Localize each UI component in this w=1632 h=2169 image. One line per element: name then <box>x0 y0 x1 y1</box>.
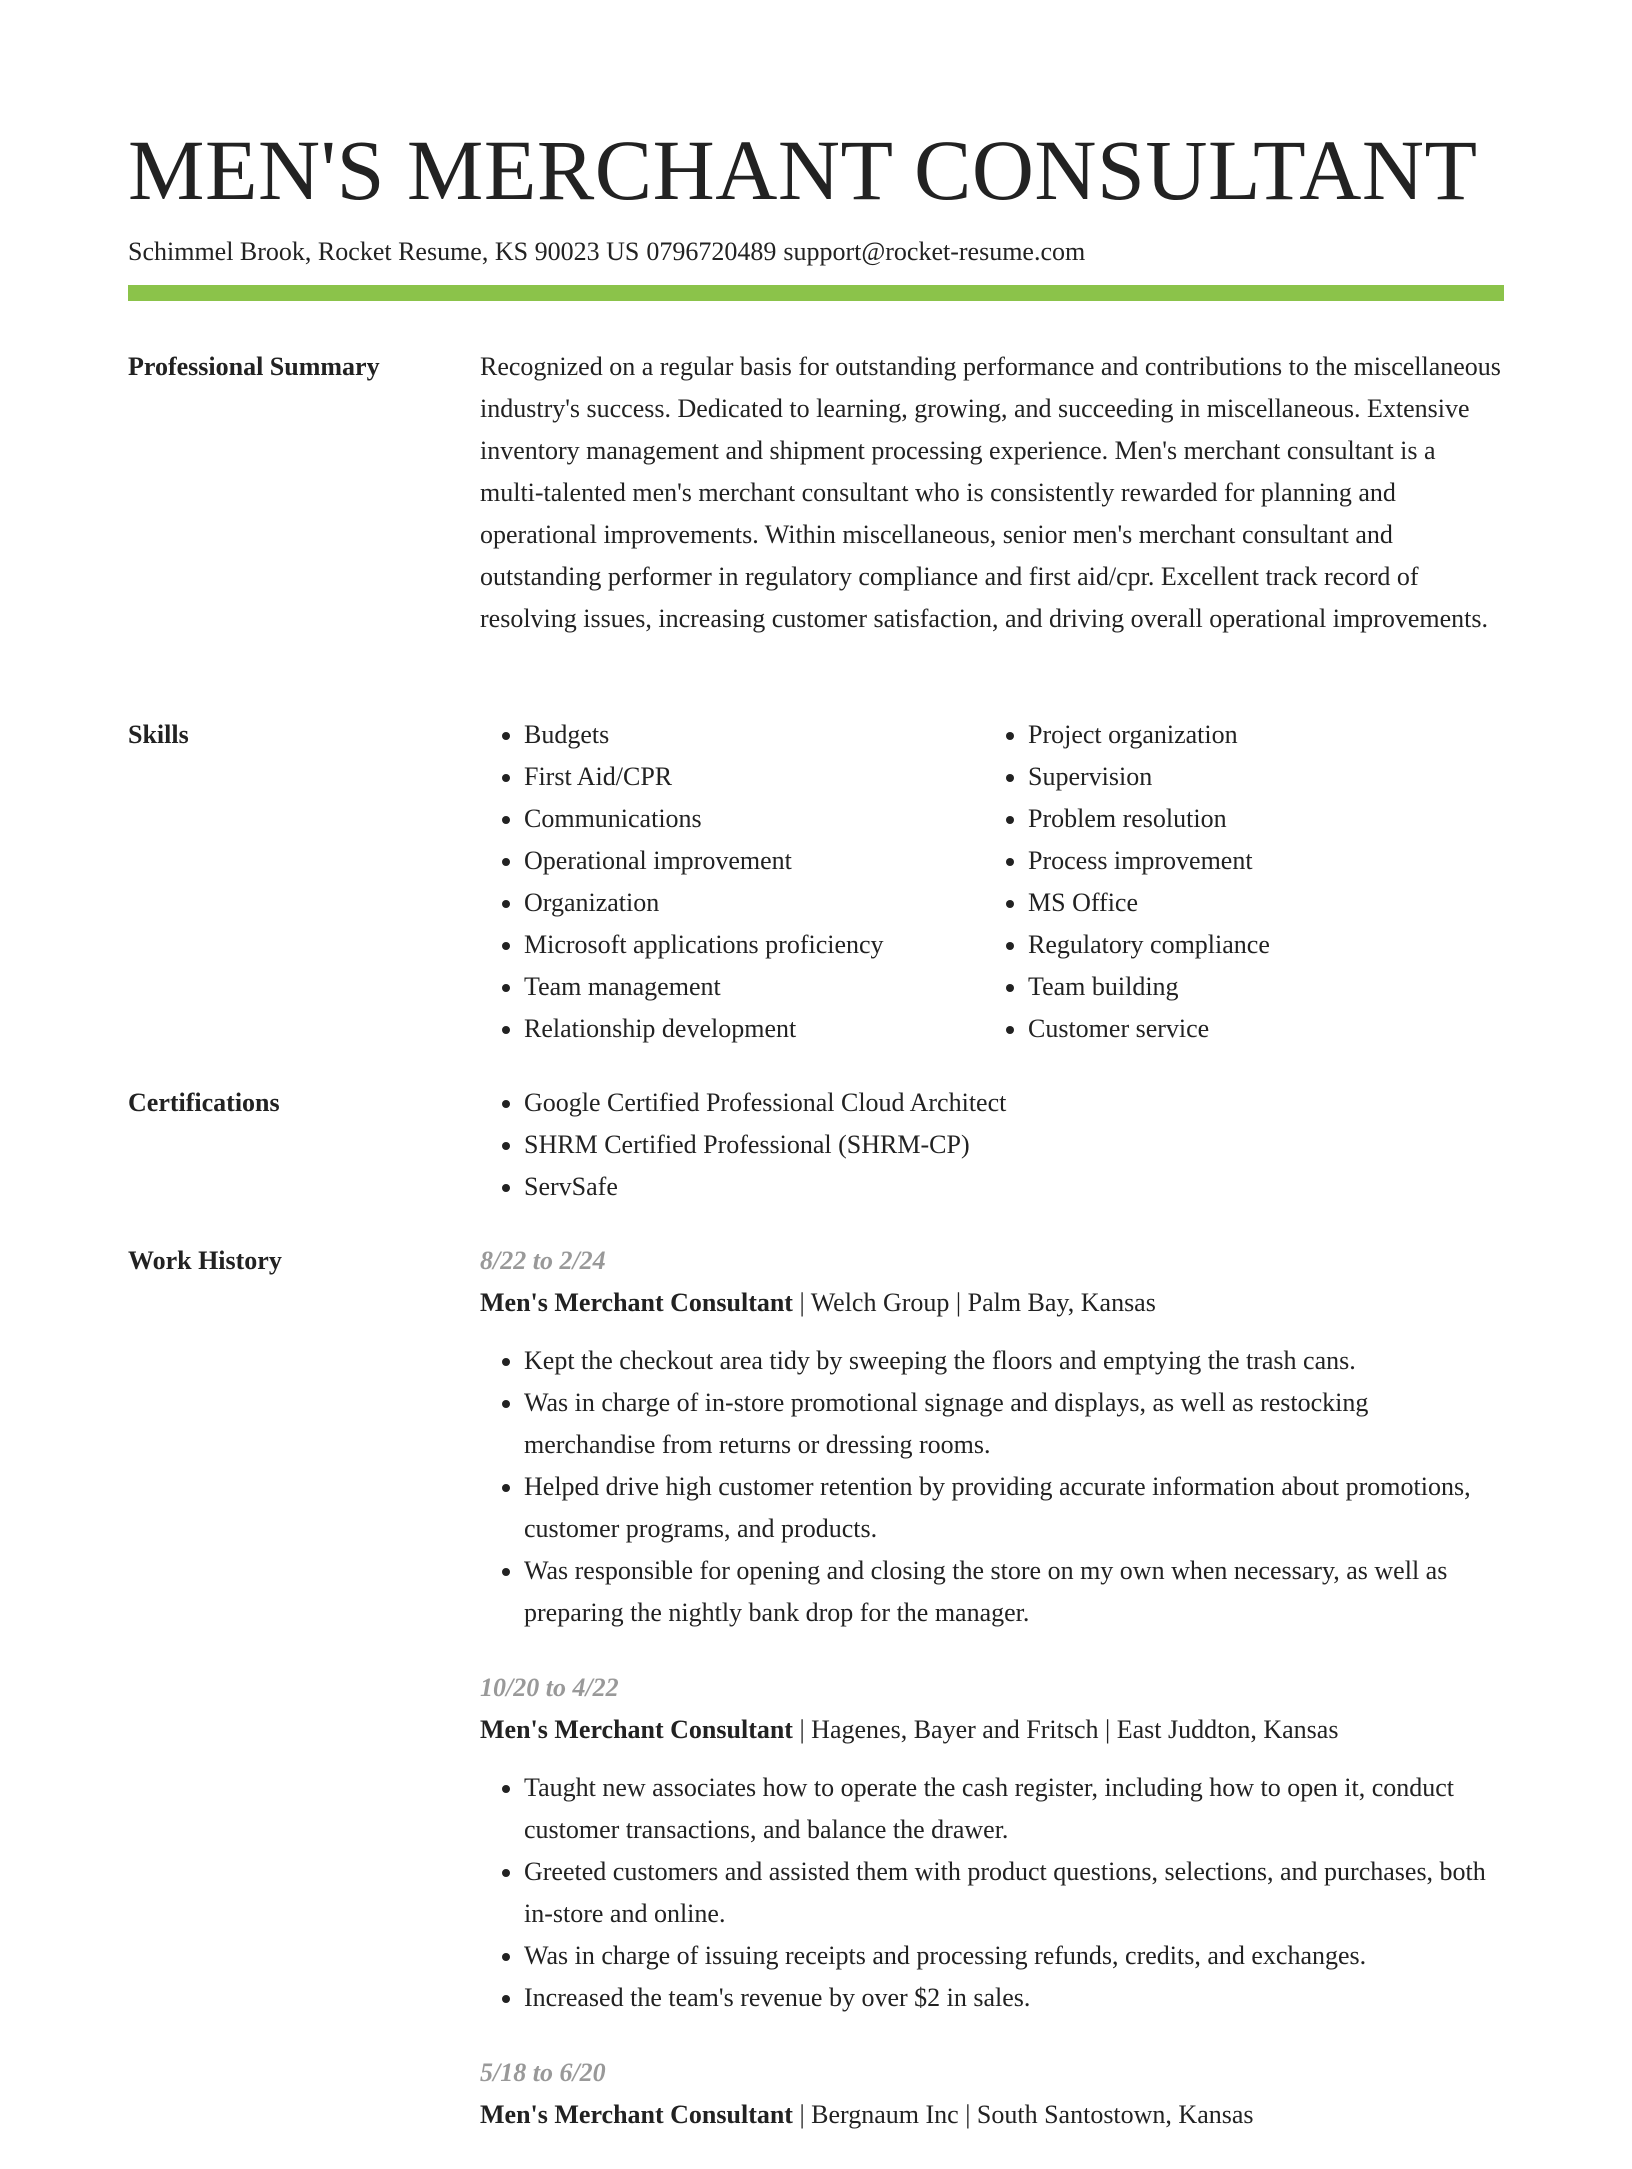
summary-text: Recognized on a regular basis for outstanding performance and contributions to the miscellaneous industry's success. Dedicated to learning, growing, and succeeding in miscellaneous. Extensive inventory management and shipment processing experience. Men's merchant consultant is a multi-talented men's merchant consultant who is consistently rewarded for planning and operational improvements. Within miscellaneous, senior men's merchant consultant and outstanding performer in regulatory compliance and first aid/cpr. Excellent track record of resolving issues, increasing customer satisfaction, and driving overall operational improvements. <box>480 352 1501 633</box>
skill-item: • Problem resolution <box>1028 798 1488 840</box>
job-employer-location: | Welch Group | Palm Bay, Kansas <box>792 1288 1156 1317</box>
skill-item: • Operational improvement <box>524 840 984 882</box>
certifications-body <box>480 1082 1504 1208</box>
job-entry <box>480 2052 1504 2136</box>
work-history-body <box>480 1240 1504 2169</box>
skill-item: • Team management <box>524 966 984 1008</box>
certification-item: • ServSafe <box>524 1166 1504 1208</box>
skill-item: • MS Office <box>1028 882 1488 924</box>
summary-heading: Professional Summary <box>128 352 380 381</box>
certifications-section <box>128 1082 1504 1212</box>
resume-header <box>128 118 1504 270</box>
job-duty-item: • Was in charge of issuing receipts and processing refunds, credits, and exchanges. <box>524 1935 1504 1977</box>
skill-item: • First Aid/CPR <box>524 756 984 798</box>
skills-list-left <box>480 714 984 1050</box>
job-employer-location: | Hagenes, Bayer and Fritsch | East Juddton, Kansas <box>792 1715 1339 1744</box>
skill-item: • Microsoft applications proficiency <box>524 924 984 966</box>
skill-item: • Regulatory compliance <box>1028 924 1488 966</box>
job-duty-item: • Was responsible for opening and closing the store on my own when necessary, as well as preparing the nightly bank drop for the manager. <box>524 1550 1504 1634</box>
job-duty-item: • Helped drive high customer retention by providing accurate information about promotions, customer programs, and products. <box>524 1466 1504 1550</box>
skill-item: • Relationship development <box>524 1008 984 1050</box>
skill-item: • Process improvement <box>1028 840 1488 882</box>
job-dates: 5/18 to 6/20 <box>480 2058 606 2087</box>
skill-item: • Supervision <box>1028 756 1488 798</box>
certifications-list <box>480 1082 1504 1208</box>
certification-item: • SHRM Certified Professional (SHRM-CP) <box>524 1124 1504 1166</box>
job-duty-item: • Kept the checkout area tidy by sweeping the floors and emptying the trash cans. <box>524 1340 1504 1382</box>
skill-item: • Project organization <box>1028 714 1488 756</box>
job-duties-list <box>480 1340 1504 1634</box>
skill-item: • Team building <box>1028 966 1488 1008</box>
certification-item: • Google Certified Professional Cloud Architect <box>524 1082 1504 1124</box>
job-dates: 8/22 to 2/24 <box>480 1246 606 1275</box>
job-duties-list <box>480 1767 1504 2019</box>
skill-item: • Organization <box>524 882 984 924</box>
job-dates: 10/20 to 4/22 <box>480 1673 619 1702</box>
accent-divider <box>128 285 1504 301</box>
skills-section <box>128 714 1504 1054</box>
job-duty-item: • Greeted customers and assisted them with product questions, selections, and purchases, both in-store and online. <box>524 1851 1504 1935</box>
job-entry <box>480 1240 1504 1634</box>
summary-body <box>480 346 1504 640</box>
contact-address: Schimmel Brook, Rocket Resume, KS 90023 US <box>128 237 640 266</box>
contact-email: support@rocket-resume.com <box>783 237 1086 266</box>
job-title: Men's Merchant Consultant <box>480 1288 793 1317</box>
job-duty-item: • Was in charge of in-store promotional signage and displays, as well as restocking merchandise from returns or dressing rooms. <box>524 1382 1504 1466</box>
job-title: Men's Merchant Consultant <box>480 1715 793 1744</box>
skills-body <box>480 714 1504 1050</box>
skills-heading: Skills <box>128 720 189 749</box>
job-duty-item: • Taught new associates how to operate the cash register, including how to open it, conduct customer transactions, and balance the drawer. <box>524 1767 1504 1851</box>
skill-item: • Customer service <box>1028 1008 1488 1050</box>
job-employer-location: | Bergnaum Inc | South Santostown, Kansas <box>792 2100 1254 2129</box>
contact-phone: 0796720489 <box>646 237 777 266</box>
job-title: Men's Merchant Consultant <box>480 2100 793 2129</box>
certifications-heading: Certifications <box>128 1088 280 1117</box>
job-entry <box>480 1667 1504 2019</box>
summary-section <box>128 346 1504 686</box>
job-heading-line <box>480 2094 1504 2136</box>
skills-list-right <box>984 714 1488 1050</box>
job-duty-item: • Increased the team's revenue by over $2 in sales. <box>524 1977 1504 2019</box>
contact-line <box>128 234 1504 270</box>
skill-item: • Budgets <box>524 714 984 756</box>
job-heading-line <box>480 1282 1504 1324</box>
work-history-section <box>128 1240 1504 2129</box>
job-heading-line <box>480 1709 1504 1751</box>
work-history-heading: Work History <box>128 1246 282 1275</box>
skill-item: • Communications <box>524 798 984 840</box>
candidate-name: MEN'S MERCHANT CONSULTANT <box>128 122 1478 218</box>
